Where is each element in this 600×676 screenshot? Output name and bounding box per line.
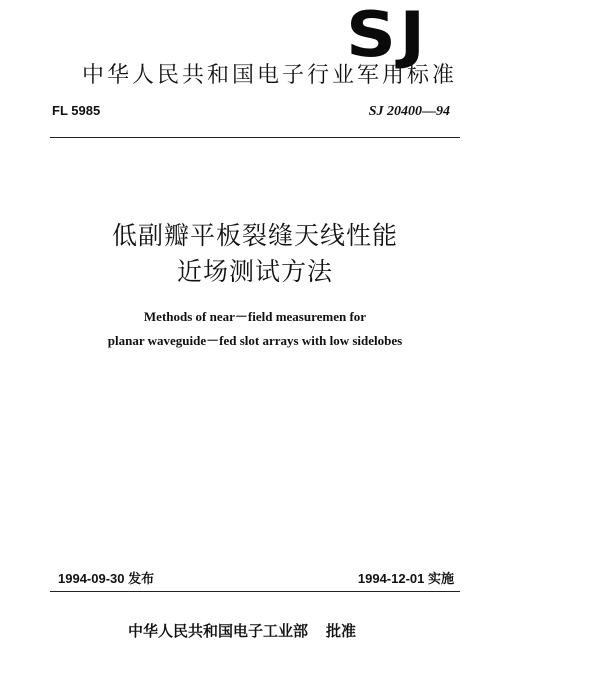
approving-authority: 中华人民共和国电子工业部 bbox=[128, 622, 309, 640]
document-title-cn-line2: 近场测试方法 bbox=[176, 257, 333, 286]
document-title-en-line1: Methods of near－field measuremen for bbox=[143, 309, 367, 324]
approval-word: 批准 bbox=[326, 622, 357, 640]
approval-line bbox=[128, 620, 356, 641]
document-title-en-line2: planar waveguide－fed slot arrays with low sidelobes bbox=[107, 333, 403, 348]
issue-date: 1994-09-30 发布 bbox=[58, 571, 155, 586]
standard-category-title: 中华人民共和国电子行业军用标准 bbox=[82, 63, 458, 88]
document-title-cn-line1: 低副瓣平板裂缝天线性能 bbox=[111, 221, 398, 250]
implementation-date: 1994-12-01 实施 bbox=[357, 571, 454, 586]
footer-divider bbox=[50, 591, 460, 592]
fl-classification-code: FL 5985 bbox=[52, 103, 101, 118]
standard-number: SJ 20400—94 bbox=[368, 104, 450, 119]
header-divider bbox=[50, 137, 460, 138]
sj-logo: SJ bbox=[346, 0, 429, 71]
